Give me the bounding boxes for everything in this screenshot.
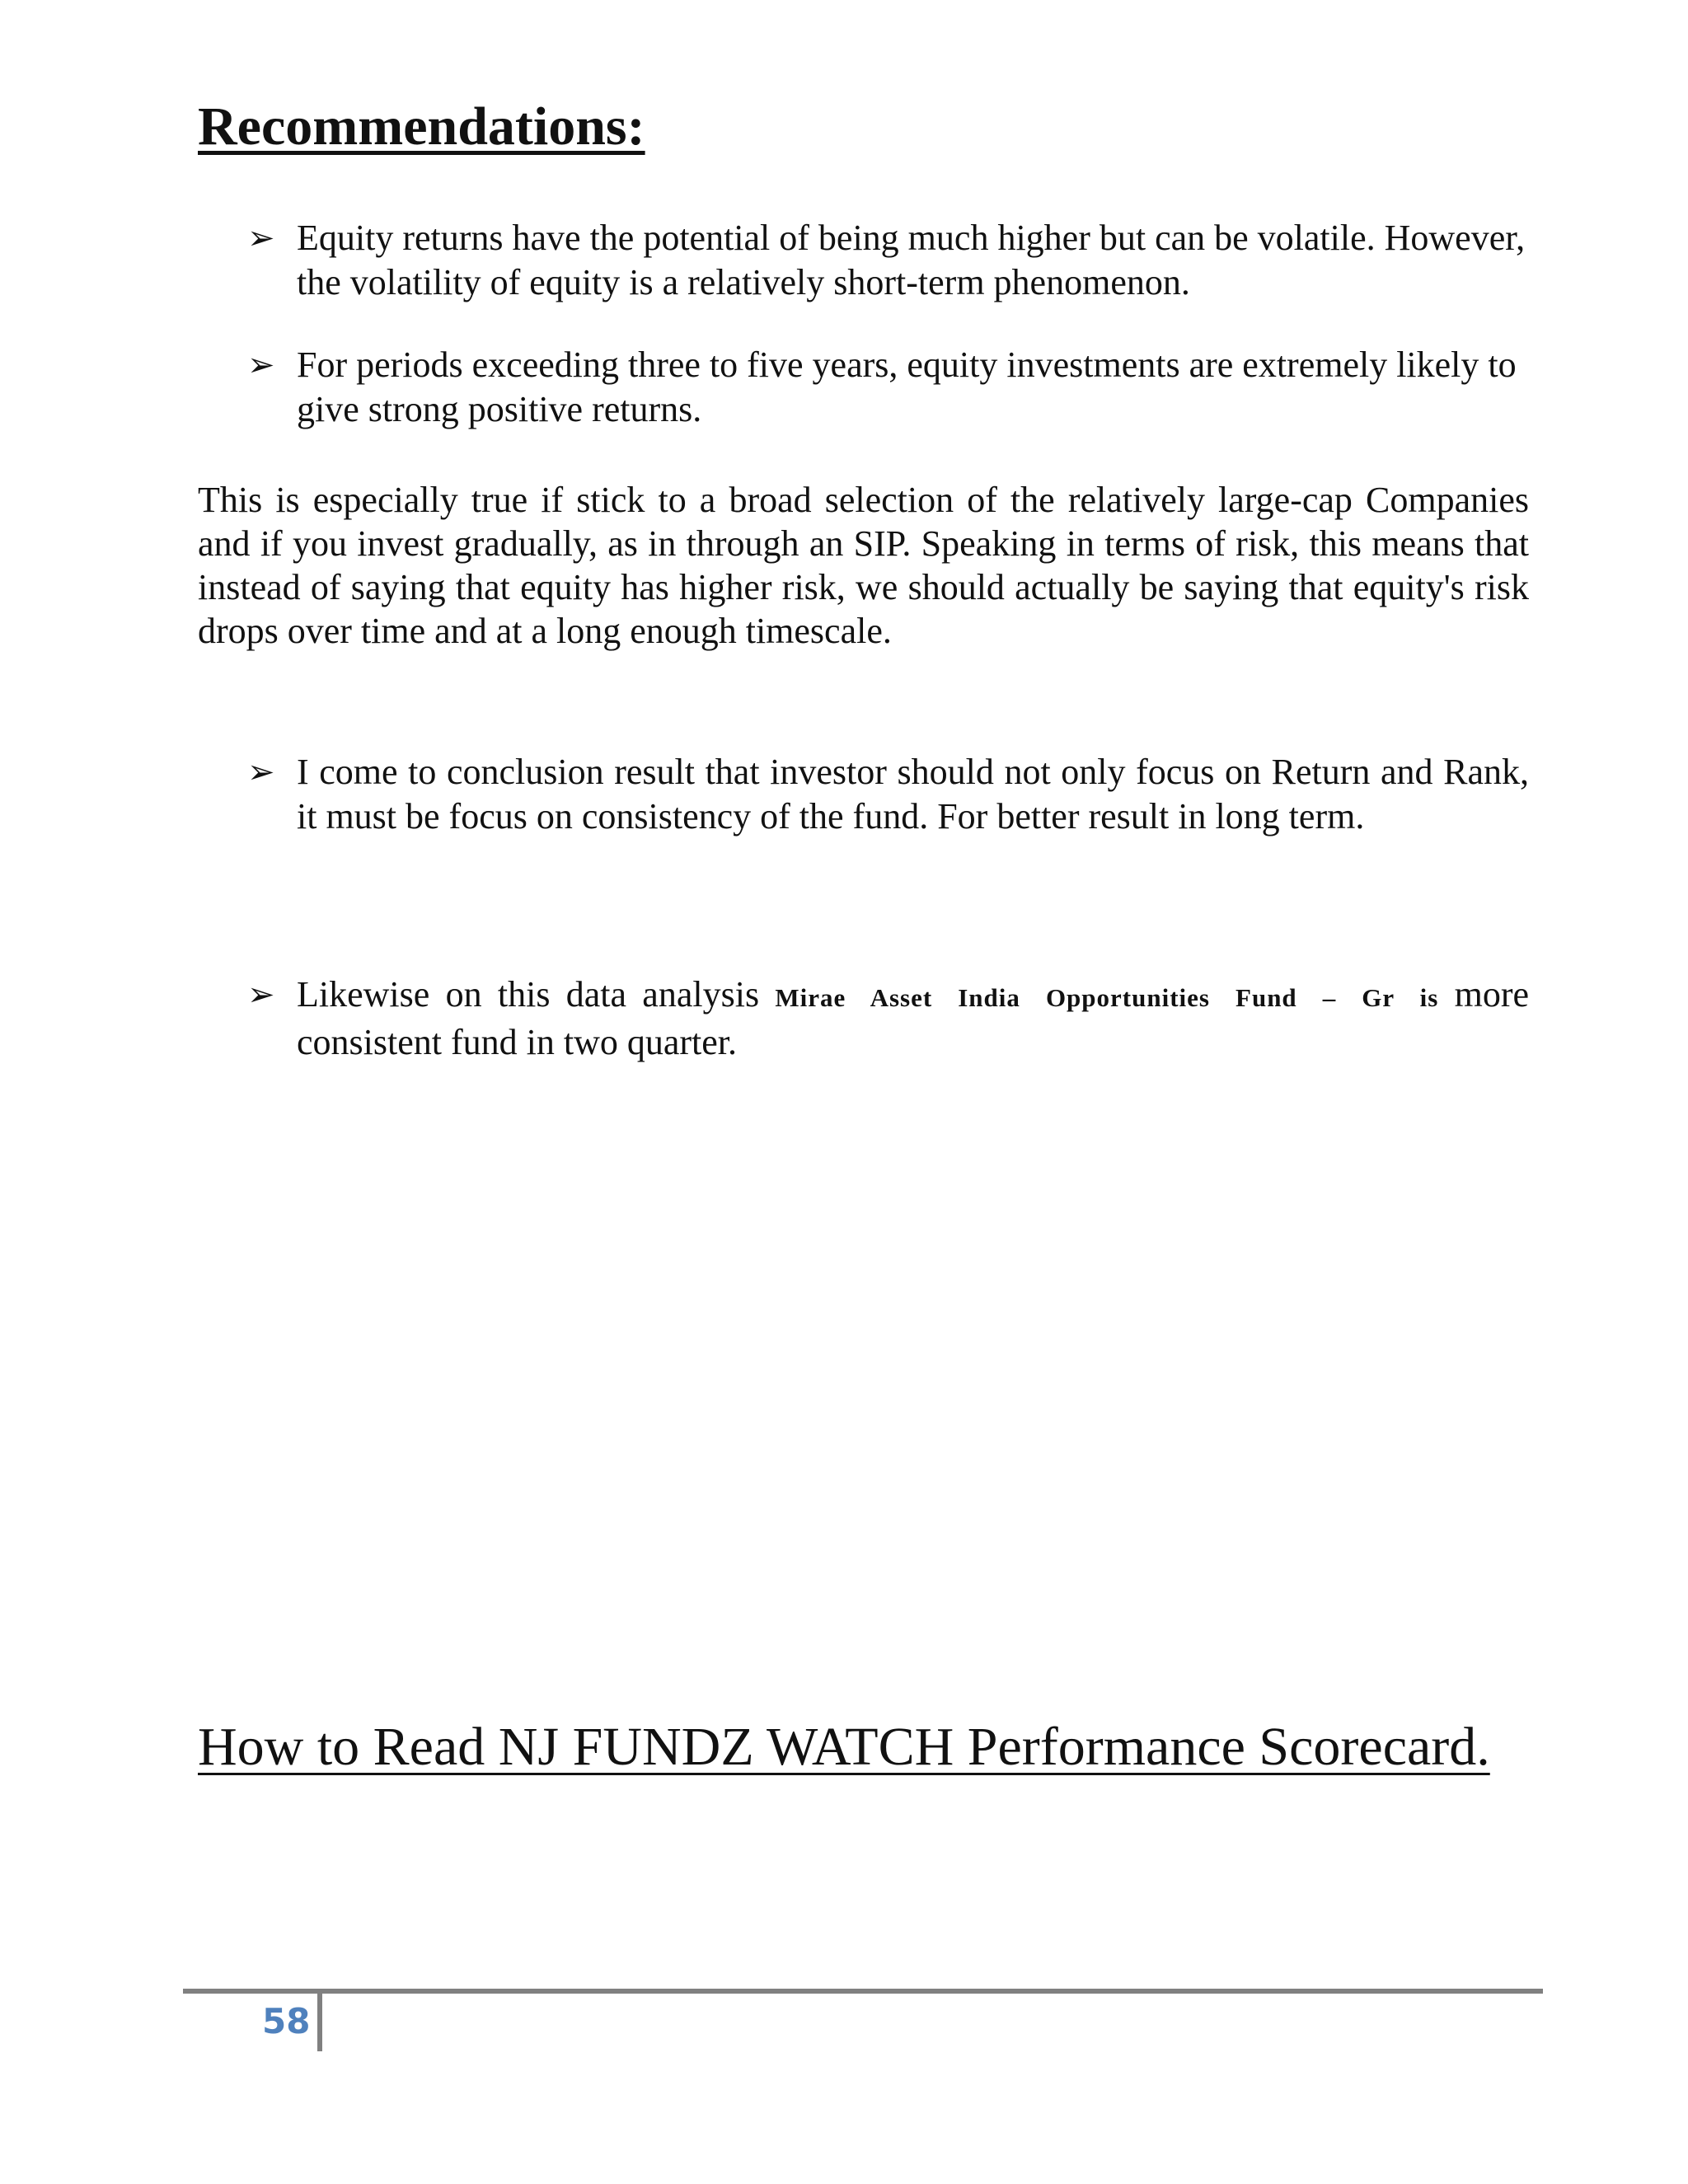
section-heading: Recommendations:	[198, 96, 645, 157]
arrow-bullet-icon: ➢	[247, 753, 275, 791]
bullet-text-suffix: more consistent fund in two quarter.	[297, 974, 1529, 1062]
arrow-bullet-icon: ➢	[247, 976, 275, 1014]
bullet-text	[297, 972, 1529, 1065]
page-number: 58	[262, 2001, 311, 2041]
bullet-text: I come to conclusion result that investor should not only focus on Return and Rank, it must be focus on consistency of the fund. For better result in long term.	[297, 752, 1529, 837]
footer-divider	[317, 1994, 322, 2051]
bullet-item	[247, 750, 1529, 839]
arrow-bullet-icon: ➢	[247, 219, 275, 257]
bullet-item	[247, 343, 1529, 432]
footer-rule	[183, 1989, 1543, 1994]
bullet-item	[247, 216, 1529, 305]
body-paragraph: This is especially true if stick to a broad selection of the relatively large-cap Companies and if you invest gradually, as in through an SIP. Speaking in terms of risk, this means that instead of saying that equity has higher risk, we should actually be saying that equity's risk drops over time and at a long enough timescale.	[198, 480, 1529, 651]
bullet-item	[247, 972, 1529, 1065]
bullet-text: Equity returns have the potential of being much higher but can be volatile. However, the volatility of equity is a relatively short-term phenomenon.	[297, 218, 1526, 302]
bullet-text: For periods exceeding three to five years, equity investments are extremely likely to give strong positive returns.	[297, 344, 1517, 429]
arrow-bullet-icon: ➢	[247, 346, 275, 384]
section-subheading: How to Read NJ FUNDZ WATCH Performance Scorecard.	[198, 1717, 1490, 1777]
fund-name: Mirae Asset India Opportunities Fund – Gr is	[775, 983, 1439, 1012]
bullet-text-prefix: Likewise on this data analysis	[297, 974, 760, 1015]
